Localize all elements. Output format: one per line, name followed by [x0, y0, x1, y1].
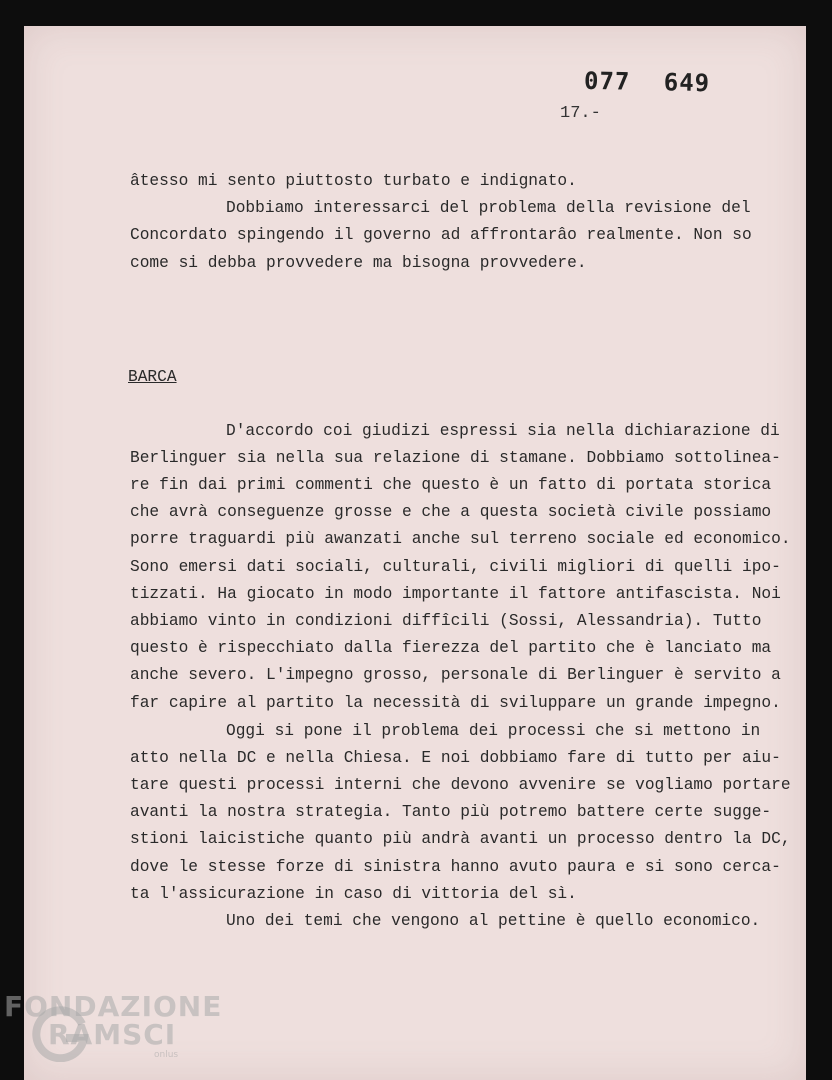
text-line: che avrà conseguenze grosse e che a questa società civile possiamo: [130, 503, 772, 521]
text-line: atto nella DC e nella Chiesa. E noi dobbiamo fare di tutto per aiu-: [130, 749, 781, 767]
text-line: re fin dai primi commenti che questo è un fatto di portata storica: [130, 476, 772, 494]
watermark-line-3: onlus: [154, 1050, 179, 1060]
text-line: come si debba provvedere ma bisogna provvedere.: [130, 254, 587, 272]
text-line: Sono emersi dati sociali, culturali, civili migliori di quelli ipo-: [130, 558, 781, 576]
text-line: Dobbiamo interessarci del problema della revisione del: [226, 199, 751, 217]
text-line: questo è rispecchiato dalla fierezza del partito che è lanciato ma: [130, 639, 772, 657]
archive-stamp-number: 077 649: [583, 66, 711, 98]
text-line: Concordato spingendo il governo ad affrontarâo realmente. Non so: [130, 226, 752, 244]
page-number: 17.-: [560, 104, 601, 123]
text-line: tare questi processi interni che devono avvenire se vogliamo portare: [130, 776, 791, 794]
text-line: ta l'assicurazione in caso di vittoria del sì.: [130, 885, 577, 903]
text-line: porre traguardi più awanzati anche sul terreno sociale ed economico.: [130, 530, 791, 548]
speaker-heading: BARCA: [128, 368, 177, 386]
text-line: far capire al partito la necessità di sviluppare un grande impegno.: [130, 694, 781, 712]
text-line: avanti la nostra strategia. Tanto più potremo battere certe sugge-: [130, 803, 772, 821]
text-line: âtesso mi sento piuttosto turbato e indignato.: [130, 172, 577, 190]
text-line: Berlinguer sia nella sua relazione di stamane. Dobbiamo sottolinea-: [130, 449, 781, 467]
watermark-line-2: RAMSCI: [48, 1018, 177, 1051]
fondazione-gramsci-watermark: [4, 990, 223, 1070]
watermark-line-1: FONDAZIONE: [4, 990, 223, 1023]
text-line: stioni laicistiche quanto più andrà avanti un processo dentro la DC,: [130, 830, 791, 848]
text-line: anche severo. L'impegno grosso, personale di Berlinguer è servito a: [130, 666, 781, 684]
text-line: dove le stesse forze di sinistra hanno avuto paura e si sono cerca-: [130, 858, 781, 876]
text-line: Uno dei temi che vengono al pettine è quello economico.: [226, 912, 761, 930]
text-line: D'accordo coi giudizi espressi sia nella dichiarazione di: [226, 422, 780, 440]
text-line: tizzati. Ha giocato in modo importante il fattore antifascista. Noi: [130, 585, 781, 603]
text-line: Oggi si pone il problema dei processi che si mettono in: [226, 722, 761, 740]
text-line: abbiamo vinto in condizioni diffîcili (Sossi, Alessandria). Tutto: [130, 612, 762, 630]
